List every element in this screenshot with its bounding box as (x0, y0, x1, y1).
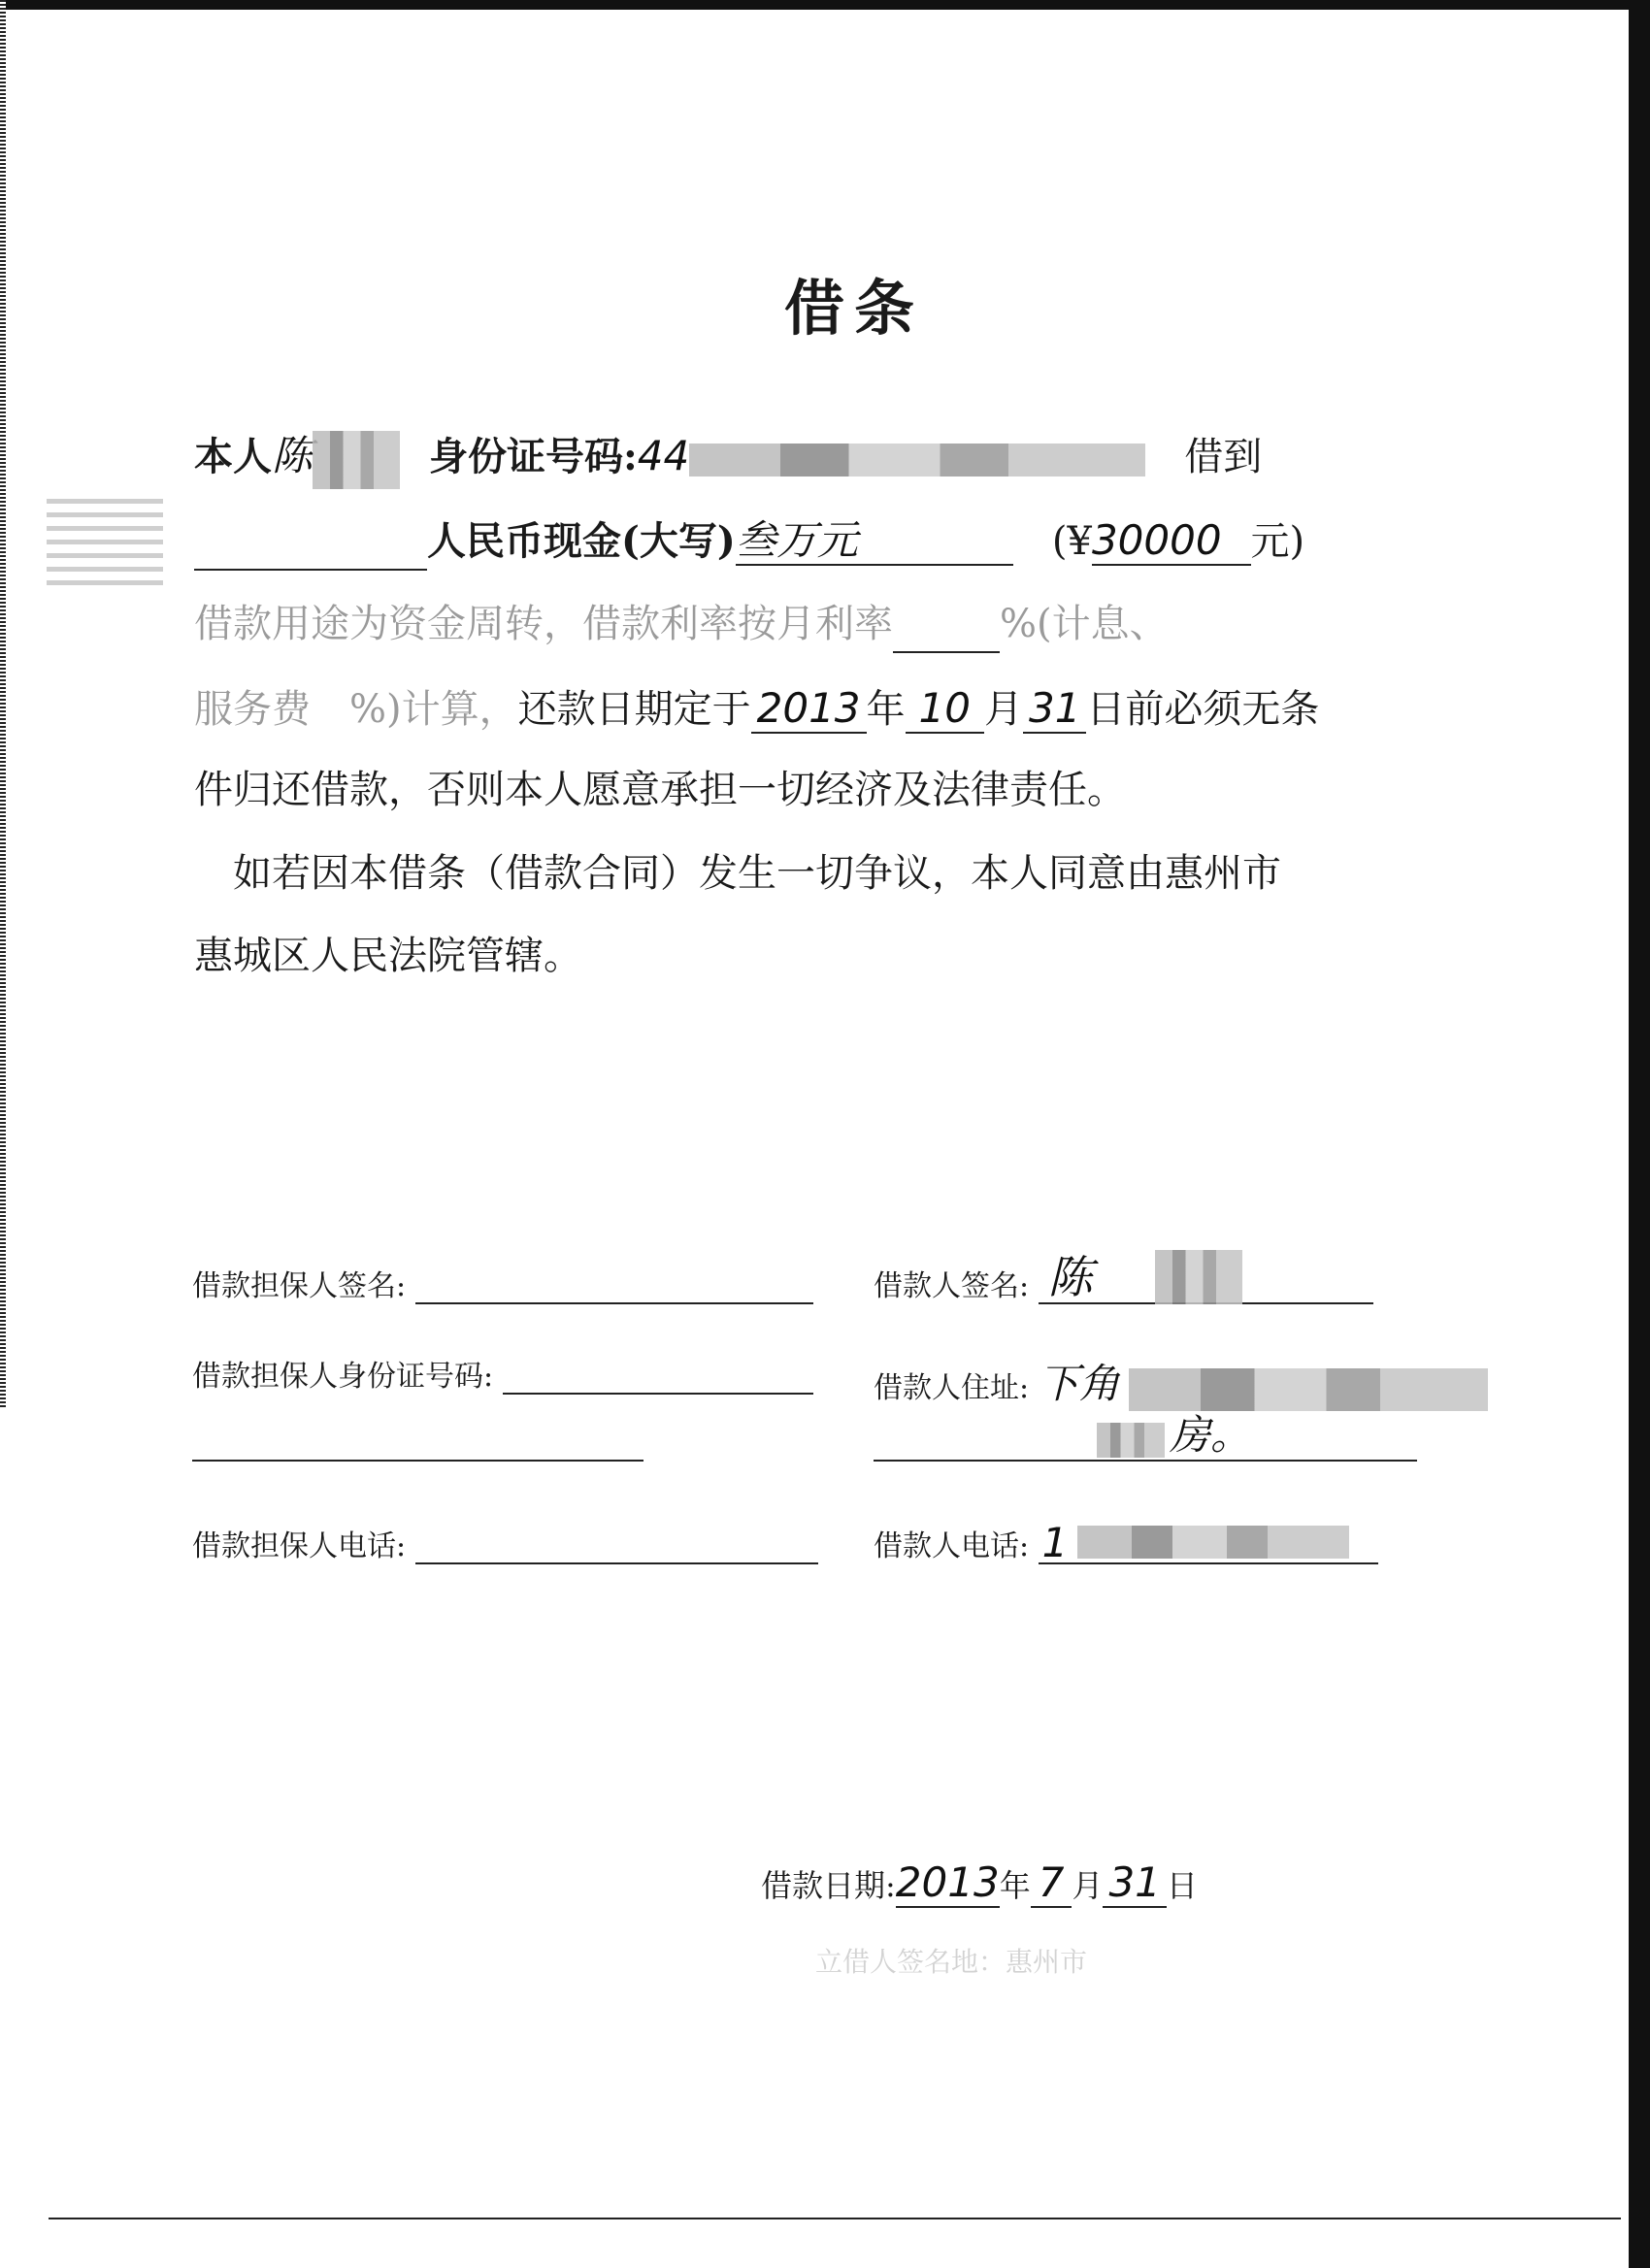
line-purpose-rate (194, 595, 1446, 653)
loan-date-label: 借款日期: (761, 1867, 896, 1904)
line-obligation: 件归还借款，否则本人愿意承担一切经济及法律责任。 (194, 768, 1126, 812)
guarantor-id-label: 借款担保人身份证号码: (192, 1360, 494, 1394)
loan-date-month: 7 (1031, 1858, 1072, 1908)
service-fee-label: 服务费 (194, 687, 311, 732)
scan-border-left (0, 0, 6, 1407)
due-month: 10 (906, 684, 984, 734)
document-title: 借条 (783, 273, 924, 344)
borrower-phone-line (1039, 1519, 1378, 1566)
guarantor-phone-row (192, 1522, 818, 1564)
borrower-address-line2 (874, 1411, 1417, 1462)
signing-location-faint: 立借人签名地：惠州市 (815, 1946, 1088, 1978)
rate-blank (893, 612, 1000, 653)
rate-tail: %(计息、 (1000, 602, 1169, 646)
guarantor-extra-line (192, 1427, 644, 1462)
loan-date-month-unit: 月 (1072, 1867, 1104, 1904)
amount-words-handwritten: 叁万元 (736, 516, 1013, 566)
guarantor-extra-row (192, 1427, 644, 1462)
line-dispute: 如若因本借条（借款合同）发生一切争议，本人同意由惠州市 (233, 851, 1281, 896)
redacted-phone (1077, 1526, 1349, 1559)
guarantor-sign-label: 借款担保人签名: (192, 1269, 407, 1303)
borrower-phone-handwritten: 1 (1041, 1519, 1069, 1566)
redacted-address-2 (1097, 1423, 1165, 1458)
borrower-phone-label: 借款人电话: (874, 1529, 1030, 1563)
amount-suffix: 元) (1250, 519, 1305, 564)
id-value-handwritten: 44 (637, 432, 690, 479)
borrower-address-handwritten: 下角 (1038, 1360, 1120, 1407)
redacted-id-number (689, 444, 1145, 477)
borrower-signature-handwritten: 陈 (1047, 1251, 1093, 1303)
due-day: 31 (1023, 684, 1086, 734)
line-amount (194, 511, 1446, 570)
borrower-address-line2-handwritten: 房。 (1170, 1411, 1252, 1459)
amount-prefix: (¥ (1051, 519, 1092, 564)
lender-blank (194, 530, 427, 571)
borrower-address-label: 借款人住址: (874, 1371, 1030, 1405)
line-jurisdiction: 惠城区人民法院管辖。 (194, 934, 582, 978)
line-borrower-identity (194, 427, 1446, 485)
guarantor-sign-line (415, 1269, 813, 1304)
redacted-signature (1155, 1250, 1242, 1304)
id-label: 身份证号码: (429, 434, 638, 479)
borrowed-label: 借到 (1184, 435, 1263, 479)
line-repayment-date (194, 679, 1446, 738)
guarantor-id-line (503, 1360, 813, 1395)
guarantor-sign-row (192, 1262, 813, 1304)
borrower-address-line2-row (874, 1411, 1417, 1462)
guarantor-phone-line (415, 1529, 818, 1564)
due-year-unit: 年 (866, 687, 906, 732)
due-label: 还款日期定于 (517, 687, 751, 732)
borrower-address-row (874, 1352, 1488, 1411)
due-year: 2013 (751, 684, 867, 734)
loan-date-row (761, 1858, 1198, 1906)
borrower-sign-line (1039, 1251, 1373, 1304)
borrower-name-handwritten: 陈 (272, 432, 314, 479)
calc-pct: %)计算， (349, 687, 518, 732)
borrower-sign-row (874, 1251, 1373, 1304)
due-month-unit: 月 (983, 687, 1023, 732)
guarantor-id-row (192, 1352, 813, 1395)
borrower-phone-row (874, 1519, 1378, 1566)
bleed-through-marks (47, 490, 163, 616)
amount-figure-handwritten: 30000 (1092, 516, 1251, 566)
purpose-rate-text: 借款用途为资金周转，借款利率按月利率 (194, 602, 893, 646)
scan-border-top (0, 0, 1650, 10)
currency-label: 人民币现金(大写) (427, 518, 736, 564)
loan-date-day-unit: 日 (1166, 1867, 1198, 1904)
borrower-prefix: 本人 (194, 434, 272, 479)
loan-date-day: 31 (1103, 1858, 1166, 1908)
due-day-unit: 日前必须无条 (1086, 687, 1320, 732)
borrower-sign-label: 借款人签名: (874, 1269, 1030, 1303)
loan-date-year: 2013 (895, 1858, 1000, 1906)
loan-date-year-unit: 年 (999, 1867, 1031, 1904)
redacted-name (313, 431, 400, 489)
bottom-scan-line (49, 2218, 1621, 2219)
guarantor-phone-label: 借款担保人电话: (192, 1529, 407, 1563)
